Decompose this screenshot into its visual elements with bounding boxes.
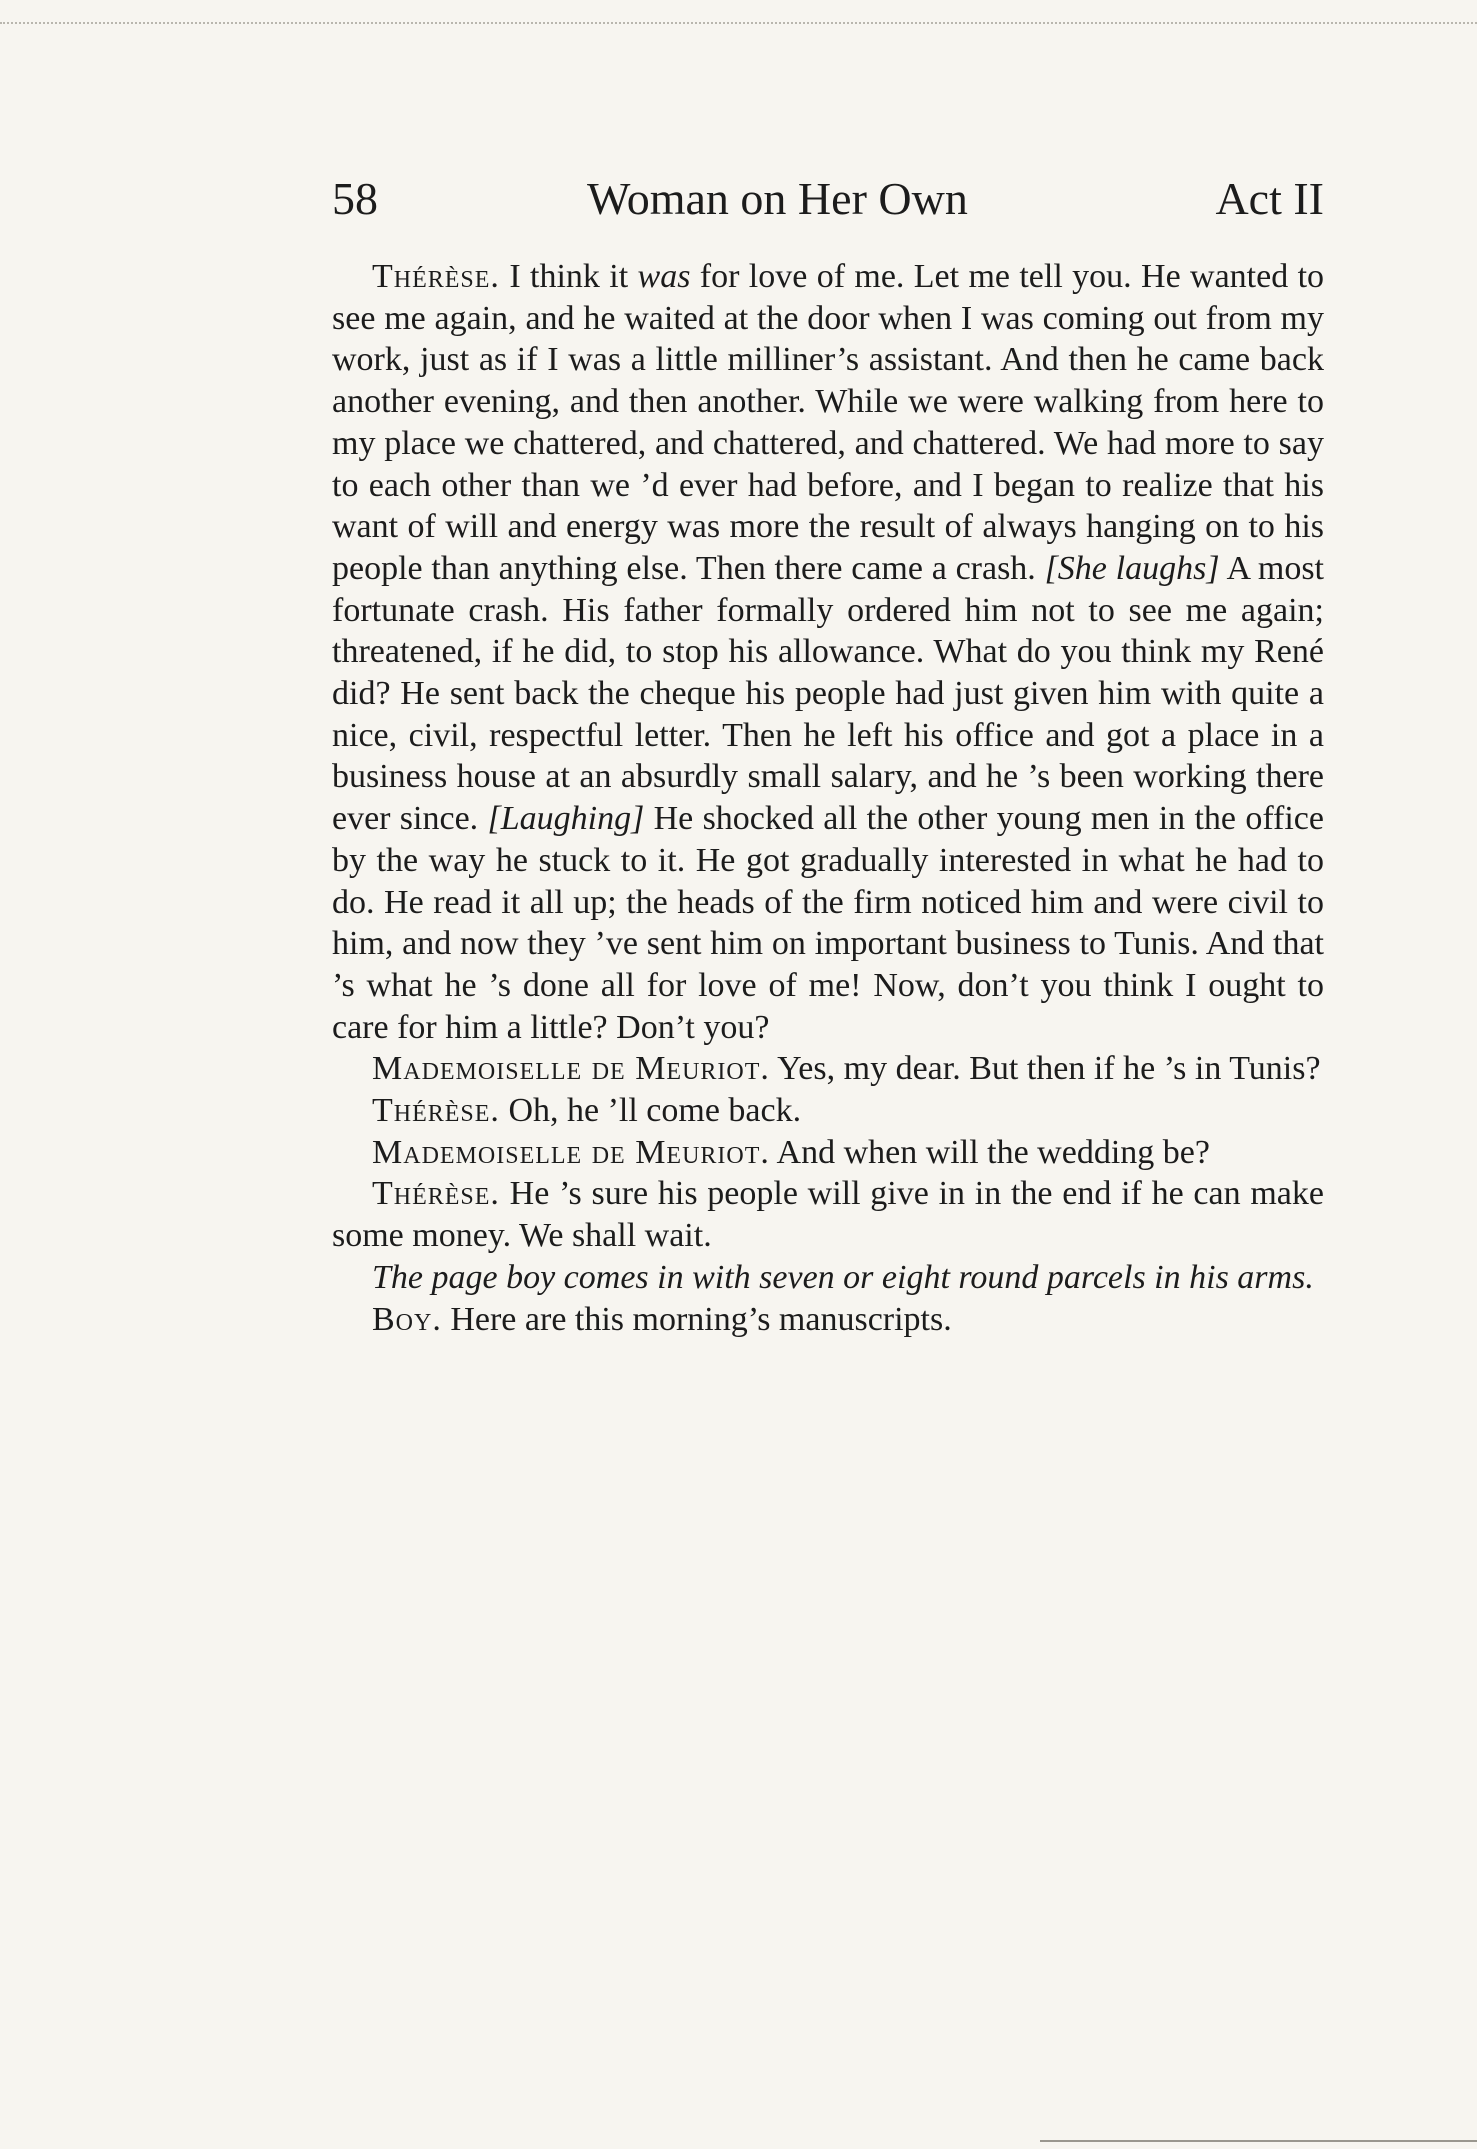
- speech-mademoiselle-1: [332, 1048, 1324, 1090]
- speech-text: Oh, he ’ll come back.: [499, 1092, 802, 1130]
- speech-therese-2: [332, 1090, 1324, 1132]
- speaker-name: Mademoiselle de Meuriot.: [372, 1050, 770, 1088]
- stage-direction-inline: [Laughing]: [487, 800, 645, 838]
- speech-mademoiselle-2: [332, 1132, 1324, 1174]
- speech-text: A most fortunate crash. His father formally ordered him not to see me again; threatened, if he did, to stop his allowance. What do you think my René did? He sent back the cheque his people had just given him with quite a nice, civil, respectful letter. Then he left his office and got a place in a business house at an absurdly small salary, and he ’s been working there ever since.: [332, 549, 1325, 838]
- speech-text: He ’s sure his people will give in in the end if he can make some money. We shall wait.: [332, 1175, 1324, 1255]
- act-label: Act II: [1215, 173, 1324, 224]
- speaker-name: Boy.: [372, 1300, 442, 1338]
- bottom-scan-edge: [1040, 2140, 1477, 2142]
- speaker-name: Thérèse.: [372, 1092, 500, 1130]
- speech-text: And when will the wedding be?: [769, 1133, 1210, 1171]
- speech-therese-1: [332, 256, 1324, 1048]
- emphasis: was: [637, 258, 691, 295]
- speaker-name: Mademoiselle de Meuriot.: [372, 1133, 770, 1171]
- speaker-name: Thérèse.: [372, 258, 500, 295]
- page-number: 58: [332, 173, 378, 224]
- speech-text: for love of me. Let me tell you. He wanted to see me again, and he waited at the door when I was coming out from my work, just as if I was a little milliner’s assistant. And then he came back another evening, and then another. While we were walking from here to my place we chattered, and chattered, and chattered. We had more to say to each other than we ’d ever had before, and I began to realize that his want of will and energy was more the result of always hanging on to his people than anything else. Then there came a crash.: [332, 258, 1325, 587]
- speech-text: Yes, my dear. But then if he ’s in Tunis?: [769, 1050, 1321, 1088]
- running-title: Woman on Her Own: [587, 173, 968, 224]
- running-header: [332, 172, 1324, 232]
- speech-therese-3: [332, 1173, 1324, 1256]
- play-text: [332, 256, 1324, 1340]
- stage-direction-inline: [She laughs]: [1044, 549, 1220, 587]
- speaker-name: Thérèse.: [372, 1175, 500, 1213]
- top-scan-edge: [0, 22, 1477, 24]
- speech-boy: [332, 1299, 1324, 1341]
- speech-text: He shocked all the other young men in the office by the way he stuck to it. He got gradually interested in what he had to do. He read it all up; the heads of the firm noticed him and were civil to him, and now they ’ve sent him on important business to Tunis. And that ’s what he ’s done all for love of me! Now, don’t you think I ought to care for him a little? Don’t you?: [332, 800, 1324, 1046]
- speech-text: Here are this morning’s manuscripts.: [441, 1300, 952, 1338]
- speech-text: I think it: [509, 258, 638, 295]
- stage-direction: The page boy comes in with seven or eight round parcels in his arms.: [372, 1258, 1314, 1296]
